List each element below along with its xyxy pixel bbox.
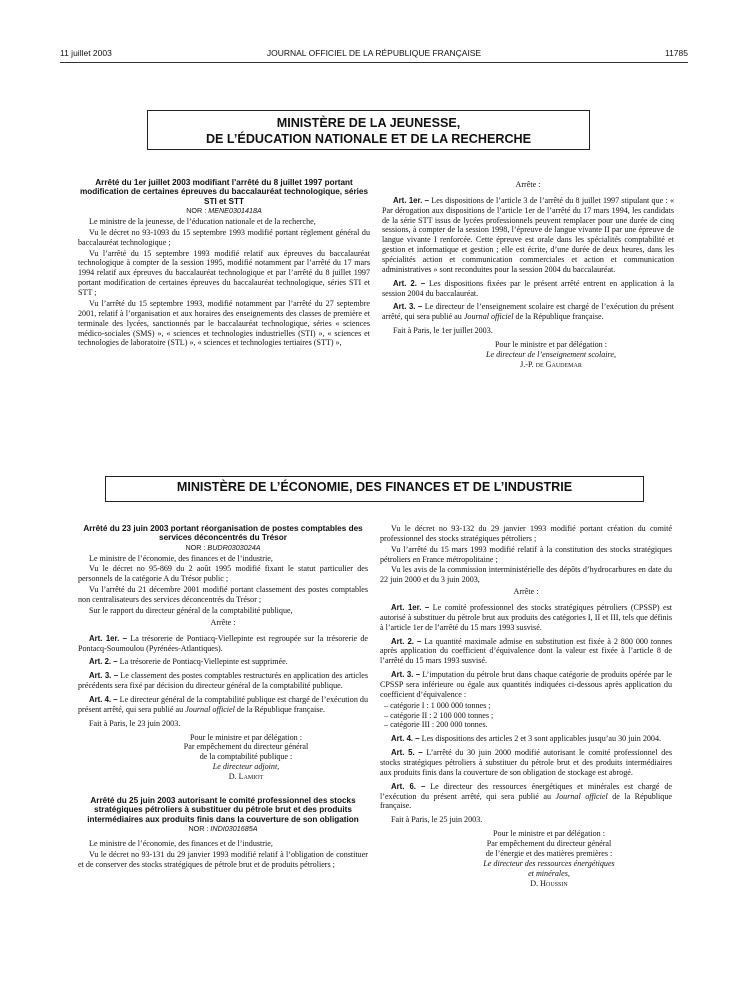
header-page-number: 11785 bbox=[664, 48, 688, 58]
preamble-paragraph: Vu le décret no 93-1093 du 15 septembre 1993 modifié portant règlement général du baccalauréat technologique ; bbox=[78, 227, 370, 247]
done-at-line: Fait à Paris, le 23 juin 2003. bbox=[89, 718, 181, 728]
article-paragraph: Art. 2. – La quantité maximale admise en substitution est fixée à 2 800 000 tonnes après application du coefficient d’équivalence dont la valeur est fixée à l’article 8 de l’arrêté du 15 mars 1993 susvisé. bbox=[380, 636, 672, 666]
economy-right-column bbox=[380, 524, 672, 888]
arrete1-left-column bbox=[78, 178, 370, 349]
article-paragraph: Art. 6. – Le directeur des ressources énergétiques et minérales est chargé de l’exécution du présent arrêté, qui sera publié au Journal officiel de la République française. bbox=[380, 781, 672, 811]
preamble-paragraph: Vu le décret no 93-131 du 29 janvier 1993 modifié relatif à l’obligation de constituer et de conserver des stocks stratégiques de pétrole brut et de produits pétroliers ; bbox=[78, 849, 368, 869]
header-rule bbox=[60, 62, 688, 63]
list-item: – catégorie III : 200 000 tonnes. bbox=[384, 720, 488, 730]
preamble-paragraph: Sur le rapport du directeur général de la comptabilité publique, bbox=[89, 605, 293, 615]
arrete-title: Arrêté du 1er juillet 2003 modifiant l’arrêté du 8 juillet 1997 portant modification de certaines épreuves du baccalauréat technologique, séries STI et STT bbox=[79, 178, 369, 206]
nor-reference: NOR : MENE0301418A bbox=[186, 206, 262, 216]
nor-reference: NOR : BUDR0303024A bbox=[185, 542, 261, 552]
ministry-heading-line: DE L’ÉDUCATION NATIONALE ET DE LA RECHERCHE bbox=[205, 132, 532, 146]
article-paragraph: Art. 1er. – Le comité professionnel des stocks stratégiques pétroliers (CPSSP) est autorisé à substituer du pétrole brut aux produits des catégories I, II et III, tels que définis à l’article 1er de l’arrêté du 15 mars 1993 susvisé. bbox=[380, 603, 672, 632]
article-paragraph: Art. 3. – L’imputation du pétrole brut dans chaque catégorie de produits opérée par le CPSSP sera inférieure ou égale aux quantités indiquées ci-dessous après application du coefficient d’équivalence : bbox=[380, 670, 672, 699]
arrete-word: Arrête : bbox=[515, 180, 541, 189]
economy-left-column bbox=[78, 524, 368, 870]
arrete-word: Arrête : bbox=[513, 587, 539, 597]
preamble-paragraph: Le ministre de l’économie, des finances et de l’industrie, bbox=[89, 838, 273, 848]
preamble-paragraph: Le ministre de l’économie, des finances et de l’industrie, bbox=[89, 553, 273, 563]
arrete-title: Arrêté du 25 juin 2003 autorisant le comité professionnel des stocks stratégiques pétroliers à substituer du pétrole brut et des produits intermédiaires aux produits finis dans la couverture de son obligation bbox=[87, 795, 359, 824]
arrete-title: Arrêté du 23 juin 2003 portant réorganisation de postes comptables des services déconcentrés du Trésor bbox=[83, 524, 363, 543]
signature-block: Pour le ministre et par délégation : Par empêchement du directeur général de la comptabilité publique : Le directeur adjoint, D. Lamiot bbox=[183, 732, 309, 781]
preamble-paragraph: Vu le décret no 93-132 du 29 janvier 1993 modifié portant création du comité professionnel des stocks stratégiques pétroliers ; bbox=[380, 524, 672, 543]
article-paragraph: Art. 4. – Les dispositions des articles 2 et 3 sont applicables jusqu’au 30 juin 2004. bbox=[391, 734, 662, 744]
header-journal-title: JOURNAL OFFICIEL DE LA RÉPUBLIQUE FRANÇAISE bbox=[266, 48, 482, 58]
page-header bbox=[48, 48, 700, 60]
ministry-heading-education bbox=[147, 110, 590, 150]
nor-reference: NOR : INDI0301685A bbox=[188, 824, 258, 834]
signature-block: Pour le ministre et par délégation : Par empêchement du directeur général de l’énergie et des matières premières : Le directeur des ressources énergétiques et minérales, D. Houssin bbox=[483, 829, 615, 888]
preamble-paragraph: Le ministre de la jeunesse, de l’éducation nationale et de la recherche, bbox=[89, 217, 316, 227]
preamble-paragraph: Vu les avis de la commission interministérielle des dépôts d’hydrocarbures en date du 22 juin 2000 et du 3 juin 2003, bbox=[380, 565, 672, 585]
signature-block: Pour le ministre et par délégation : Le directeur de l’enseignement scolaire, J.-P. de Gaudemar bbox=[486, 340, 616, 369]
preamble-paragraph: Vu l’arrêté du 15 septembre 1993, modifié notamment par l’arrêté du 27 septembre 2001, relatif à l’organisation et aux horaires des enseignements des classes de première et terminale des lycées, sanctionnés par le baccalauréat technologique, séries « sciences médico-sociales (SMS) », « sciences et technologies industrielles (STI) », « sciences et technologies de laboratoire (STL) », « sciences et technologies tertiaires (STT) », bbox=[78, 298, 370, 348]
preamble-paragraph: Vu l’arrêté du 21 décembre 2001 modifié portant classement des postes comptables non centralisateurs des services déconcentrés du Trésor ; bbox=[78, 585, 368, 605]
article-paragraph: Art. 3. – Le directeur de l’enseignement scolaire est chargé de l’exécution du présent arrêté, qui sera publié au Journal officiel de la République française. bbox=[382, 302, 674, 322]
list-item: – catégorie I : 1 000 000 tonnes ; bbox=[384, 700, 491, 710]
article-paragraph: Art. 1er. – Les dispositions de l’article 3 de l’arrêté du 8 juillet 1997 stipulant que : « Par dérogation aux dispositions de l’article 1er de l’arrêté du 17 mars 1994, les candidats de la série STT issus de lycées professionnels peuvent remplacer pour une durée de cinq sessions, à compter de la session 1998, l’épreuve de langue vivante II par une épreuve de langue vivante I renforcée. Cette épreuve est orale dans les spécialités comptabilité et gestion et informatique et gestion ; elle est écrite, d’une durée de deux heures, dans les spécialités action et communication commerciales et action et communication administratives » sont reconduites pour la session 2004 du baccalauréat. bbox=[382, 195, 674, 274]
ministry-heading-line: MINISTÈRE DE L’ÉCONOMIE, DES FINANCES ET DE L’INDUSTRIE bbox=[176, 480, 573, 494]
article-paragraph: Art. 2. – La trésorerie de Pontiacq-Viellepinte est supprimée. bbox=[89, 657, 288, 667]
article-paragraph: Art. 1er. – La trésorerie de Pontiacq-Viellepinte est regroupée sur la trésorerie de Pontacq-Soumoulou (Pyrénées-Atlantiques). bbox=[78, 633, 368, 653]
preamble-paragraph: Vu l’arrêté du 15 mars 1993 modifié relatif à la constitution des stocks stratégiques pétroliers en France métropolitaine ; bbox=[380, 544, 672, 564]
article-paragraph: Art. 4. – Le directeur général de la comptabilité publique est chargé de l’exécution du présent arrêté, qui sera publié au Journal officiel de la République française. bbox=[78, 694, 369, 714]
list-item: – catégorie II : 2 100 000 tonnes ; bbox=[384, 710, 494, 720]
preamble-paragraph: Vu le décret no 95-869 du 2 août 1995 modifié fixant le statut particulier des personnels de la catégorie A du Trésor public ; bbox=[78, 564, 368, 584]
article-paragraph: Art. 3. – Le classement des postes comptables restructurés en application des articles précédents sera fixé par décision du directeur général de la comptabilité publique. bbox=[78, 671, 368, 691]
done-at-line: Fait à Paris, le 25 juin 2003. bbox=[391, 815, 483, 825]
article-paragraph: Art. 2. – Les dispositions fixées par le présent arrêté entrent en application à la session 2004 du baccalauréat. bbox=[382, 278, 674, 298]
arrete1-right-column bbox=[382, 178, 674, 370]
header-date: 11 juillet 2003 bbox=[60, 48, 112, 58]
article-paragraph: Art. 5. – L’arrêté du 30 juin 2000 modifié autorisant le comité professionnel des stocks stratégiques pétroliers à substituer du pétrole brut et des produits intermédiaires aux produits finis dans la couverture de son obligation de stockage est abrogé. bbox=[380, 748, 673, 777]
ministry-heading-line: MINISTÈRE DE LA JEUNESSE, bbox=[276, 116, 461, 130]
ministry-heading-economy bbox=[105, 476, 644, 502]
preamble-paragraph: Vu l’arrêté du 15 septembre 1993 modifié relatif aux épreuves du baccalauréat technologique à compter de la session 1995, modifié notamment par l’arrêté du 17 mars 1994 relatif aux épreuves du baccalauréat technologique et par l’arrêté du 8 juillet 1997 portant modification de certaines épreuves du baccalauréat technologique, séries STI et STT ; bbox=[78, 248, 370, 298]
done-at-line: Fait à Paris, le 1er juillet 2003. bbox=[393, 326, 493, 336]
arrete-word: Arrête : bbox=[210, 617, 236, 627]
